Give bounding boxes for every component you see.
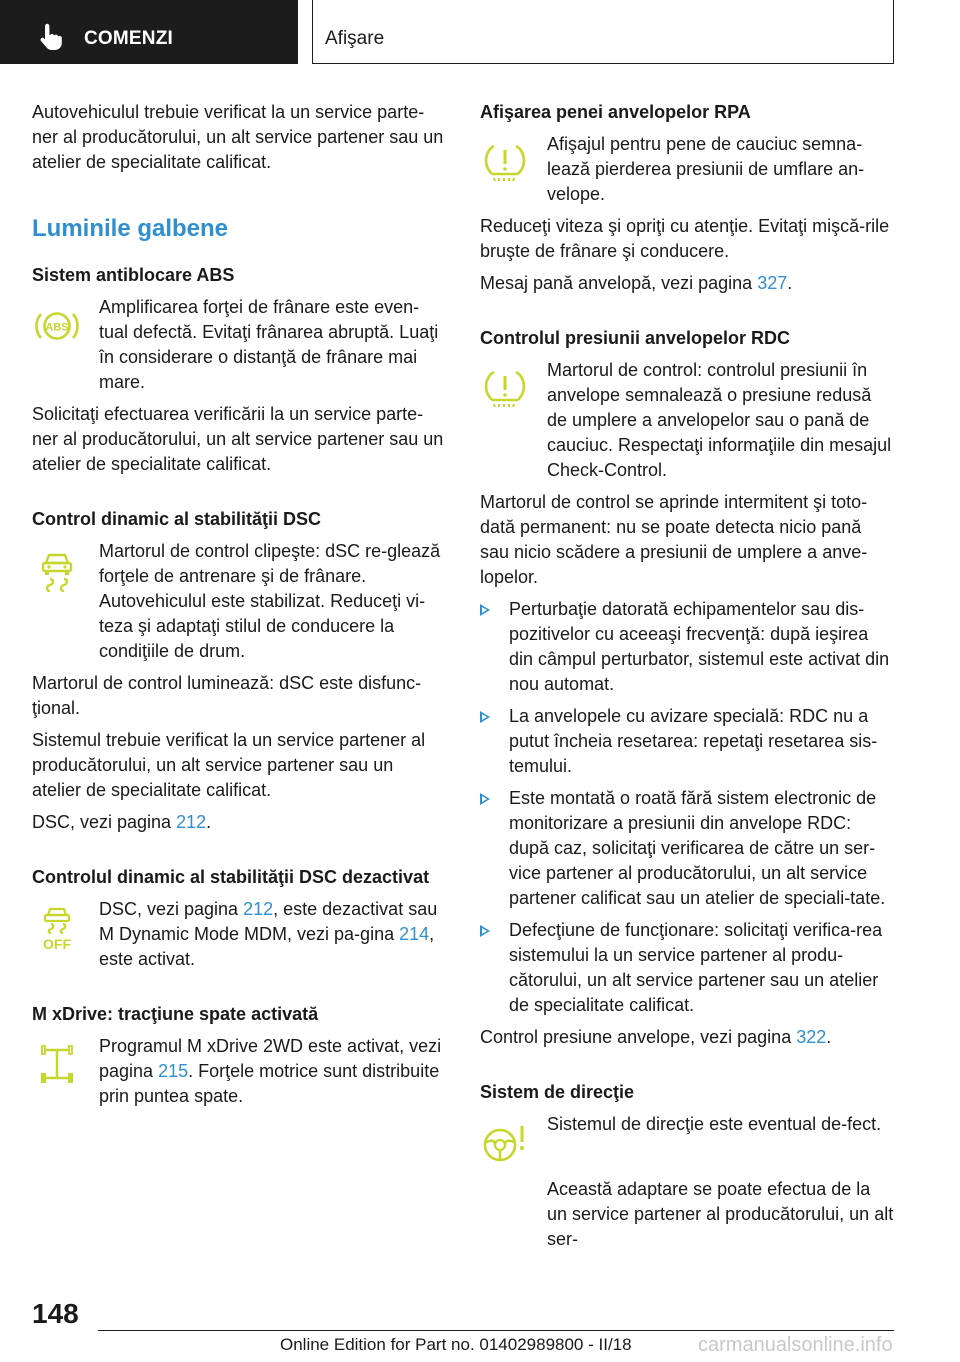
section-header xyxy=(312,0,894,64)
dsc-car-skid-icon xyxy=(32,545,82,595)
rdc-indicator-block xyxy=(480,358,895,483)
page-link-215[interactable]: 215 xyxy=(158,1061,189,1081)
section-title: Afişare xyxy=(325,28,385,49)
section-heading-yellow-lights: Luminile galbene xyxy=(32,215,229,242)
rdc-bullet-list xyxy=(480,597,895,1018)
chapter-title: COMENZI xyxy=(84,28,174,49)
rear-wheel-drive-icon xyxy=(32,1040,82,1090)
rpa-text-2: Reduceţi viteza şi opriţi cu atenţie. Evitaţi mişcă‐rile bruşte de frânare şi conducere. xyxy=(480,216,890,261)
edition-text: Online Edition for Part no. 01402989800 - II/18 xyxy=(280,1335,632,1354)
rpa-reference: Mesaj pană anvelopă, vezi pagina 327. xyxy=(480,273,793,293)
page-link-322[interactable]: 322 xyxy=(796,1027,827,1047)
steering-text: Sistemul de direcţie este eventual de‐fect. xyxy=(547,1114,882,1134)
dsc-title: Control dinamic al stabilităţii DSC xyxy=(32,509,322,529)
list-item: La anvelopele cu avizare specială: RDC nu a putut încheia resetarea: repetaţi resetarea sis‐temului. xyxy=(480,704,895,779)
footer-divider xyxy=(98,1330,894,1331)
xdrive-indicator-block xyxy=(32,1034,447,1109)
steering-title: Sistem de direcţie xyxy=(480,1082,635,1102)
abs-service-text: Solicitaţi efectuarea verificării la un service parte‐ner al producătorului, un alt service partener sau un atelier de specialitate calificat. xyxy=(32,404,444,474)
abs-indicator-block xyxy=(32,295,447,395)
abs-warning-icon xyxy=(32,301,82,351)
tire-pressure-warning-icon xyxy=(480,138,530,188)
triangle-bullet-icon xyxy=(480,925,490,937)
rpa-title: Afişarea penei anvelopelor RPA xyxy=(480,102,751,122)
abs-title: Sistem antiblocare ABS xyxy=(32,265,235,285)
page-link-327[interactable]: 327 xyxy=(757,273,788,293)
dsc-off-icon-label: OFF xyxy=(43,936,71,952)
dsc-text-3: Sistemul trebuie verificat la un service partener al producătorului, un alt service partener sau un atelier de specialitate calificat. xyxy=(32,730,426,800)
steering-text-2: Această adaptare se poate efectua de la un service partener al producătorului, un alt ser‐ xyxy=(547,1179,894,1249)
dsc-off-icon xyxy=(32,903,82,953)
rdc-text: Martorul de control: controlul presiunii în anvelope semnalează o presiune redusă de umplere a anvelopelor sau o pană de cauciuc. Respectaţi informaţiile din mesajul Check-Control. xyxy=(547,360,892,480)
rdc-title: Controlul presiunii anvelopelor RDC xyxy=(480,328,791,348)
abs-text: Amplificarea forţei de frânare este even‐tual defectă. Evitaţi frânarea abruptă. Luaţi în considerare o distanţă de frânare mai mare. xyxy=(99,297,439,392)
dsc-indicator-block xyxy=(32,539,447,664)
page-link-212-b[interactable]: 212 xyxy=(243,899,274,919)
rdc-text-2: Martorul de control se aprinde intermitent şi toto‐dată permanent: nu se poate detecta nicio pană sau nicio scădere a presiunii de umplere a anve‐lopelor. xyxy=(480,492,868,587)
rdc-reference: Control presiune anvelope, vezi pagina 322. xyxy=(480,1027,832,1047)
dsc-text: Martorul de control clipeşte: dSC re‐glează forţele de antrenare şi de frânare. Autovehiculul este stabilizat. Reduceţi vi‐teza şi adaptaţi stilul de conducere la condiţiile de drum. xyxy=(99,541,441,661)
tire-pressure-control-icon xyxy=(480,364,530,414)
list-item: Defecţiune de funcţionare: solicitaţi verifica‐rea sistemului la un service partener al produ‐cătorului, un alt service partener sau un atelier de specialitate calificat. xyxy=(480,918,895,1018)
steering-wheel-warning-icon xyxy=(480,1118,530,1168)
dsc-off-indicator-block xyxy=(32,897,447,972)
triangle-bullet-icon xyxy=(480,604,490,616)
rpa-text: Afişajul pentru pene de cauciuc semna‐lează pierderea presiunii de umflare an‐velope. xyxy=(547,134,865,204)
list-item: Este montată o roată fără sistem electronic de monitorizare a presiunii din anvelope RDC: după caz, solicitaţi verificarea de către un ser‐vice partener al producătorului, un alt service partener calificat sau un atelier de speciali‐tate. xyxy=(480,786,895,911)
chapter-tab[interactable] xyxy=(0,0,298,64)
abs-icon-label: ABS xyxy=(45,321,69,334)
triangle-bullet-icon xyxy=(480,711,490,723)
triangle-bullet-icon xyxy=(480,793,490,805)
dsc-off-title: Controlul dinamic al stabilităţii DSC dezactivat xyxy=(32,867,430,887)
watermark: carmanualsonline.info xyxy=(698,1334,893,1356)
xdrive-text: Programul M xDrive 2WD este activat, vezi pagina 215. Forţele motrice sunt distribuite prin puntea spate. xyxy=(99,1036,442,1106)
page-link-214[interactable]: 214 xyxy=(399,924,430,944)
dsc-text-2: Martorul de control luminează: dSC este disfunc‐ţional. xyxy=(32,673,422,718)
dsc-off-text: DSC, vezi pagina 212, este dezactivat sau M Dynamic Mode MDM, vezi pa‐gina 214, este activat. xyxy=(99,899,438,969)
rpa-indicator-block xyxy=(480,132,895,207)
intro-paragraph: Autovehiculul trebuie verificat la un service parte‐ner al producătorului, un alt service partener sau un atelier de specialitate calificat. xyxy=(32,102,444,172)
steering-indicator-block xyxy=(480,1112,895,1170)
right-column xyxy=(480,100,895,1252)
page-number: 148 xyxy=(32,1298,79,1329)
hand-pointer-icon xyxy=(36,22,66,52)
xdrive-title: M xDrive: tracţiune spate activată xyxy=(32,1004,319,1024)
list-item: Perturbaţie datorată echipamentelor sau dis‐pozitivelor cu aceeaşi frecvenţă: după ieşirea din câmpul perturbator, sistemul este activat din nou automat. xyxy=(480,597,895,697)
left-column xyxy=(32,100,447,1116)
page-link-212[interactable]: 212 xyxy=(176,812,207,832)
dsc-reference: DSC, vezi pagina 212. xyxy=(32,812,212,832)
